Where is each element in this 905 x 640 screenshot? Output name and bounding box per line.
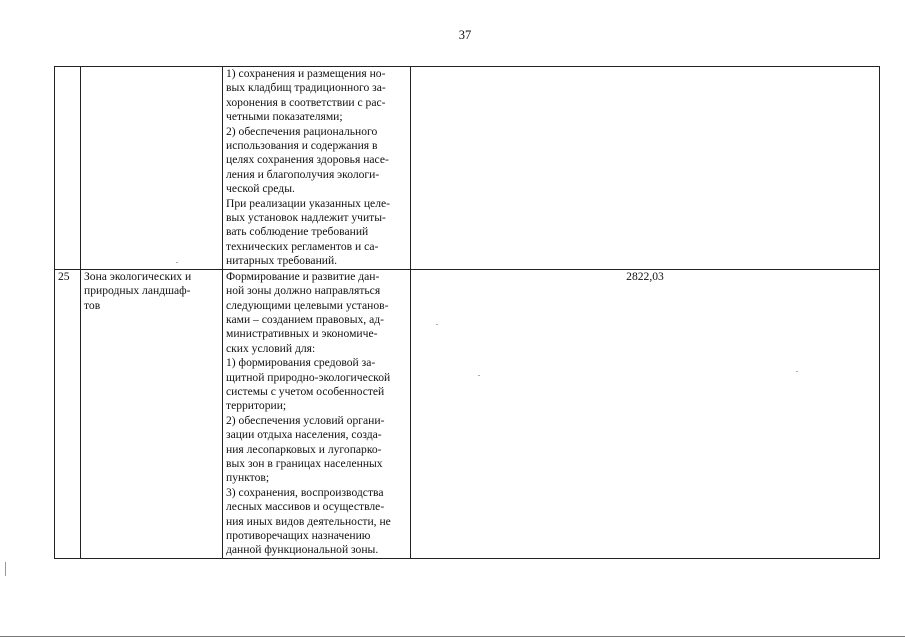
zone-description: Формирование и развитие дан- ной зоны должно направляться следующими целевыми установ- ками – созданием правовых, ад- министративных и экономиче- ских условий для: 1) формирования средовой за- щитной природно-экологической системы с учетом особенностей территории; 2) обеспечения условий органи- зации отдыха населения, созда- ния лесопарковых и лугопарко- вых зон в границах населенных пунктов; 3) сохранения, воспроизводства лесных массивов и осуществле- ния иных видов деятельности, не противоречащих назначению данной функциональной зоны. [226, 269, 391, 557]
scan-speck [478, 375, 480, 376]
zone-description: 1) сохранения и размещения но- вых кладбищ традиционного за- хоронения в соответствии с рас- четными показателями; 2) обеспечения рационального использования и содержания в целях сохранения здоровья насе- ления и благополучия экологи- ческой среды. При реализации указанных целе- вых установок надлежит учиты- вать соблюдение требований технических регламентов и са- нитарных требований. [226, 67, 390, 268]
scan-margin-mark [5, 562, 6, 576]
page-bottom-rule [0, 636, 905, 637]
zone-name-cell [81, 67, 223, 270]
table-row [55, 269, 880, 558]
zone-description-cell [223, 269, 411, 558]
table-row [55, 67, 880, 270]
zones-table [54, 66, 880, 559]
scan-speck [176, 262, 178, 263]
zone-name-cell [81, 269, 223, 558]
zone-name: Зона экологических и природных ландшаф- тов [84, 269, 192, 312]
zone-area-cell [411, 67, 880, 270]
zone-description-cell [223, 67, 411, 270]
row-number: 25 [58, 269, 70, 283]
row-number-cell [55, 67, 81, 270]
page-number: 37 [458, 28, 472, 42]
zone-area-cell [411, 269, 880, 558]
zone-area: 2822,03 [626, 269, 664, 283]
row-number-cell [55, 269, 81, 558]
scan-speck [796, 371, 798, 372]
scan-speck [436, 324, 438, 325]
